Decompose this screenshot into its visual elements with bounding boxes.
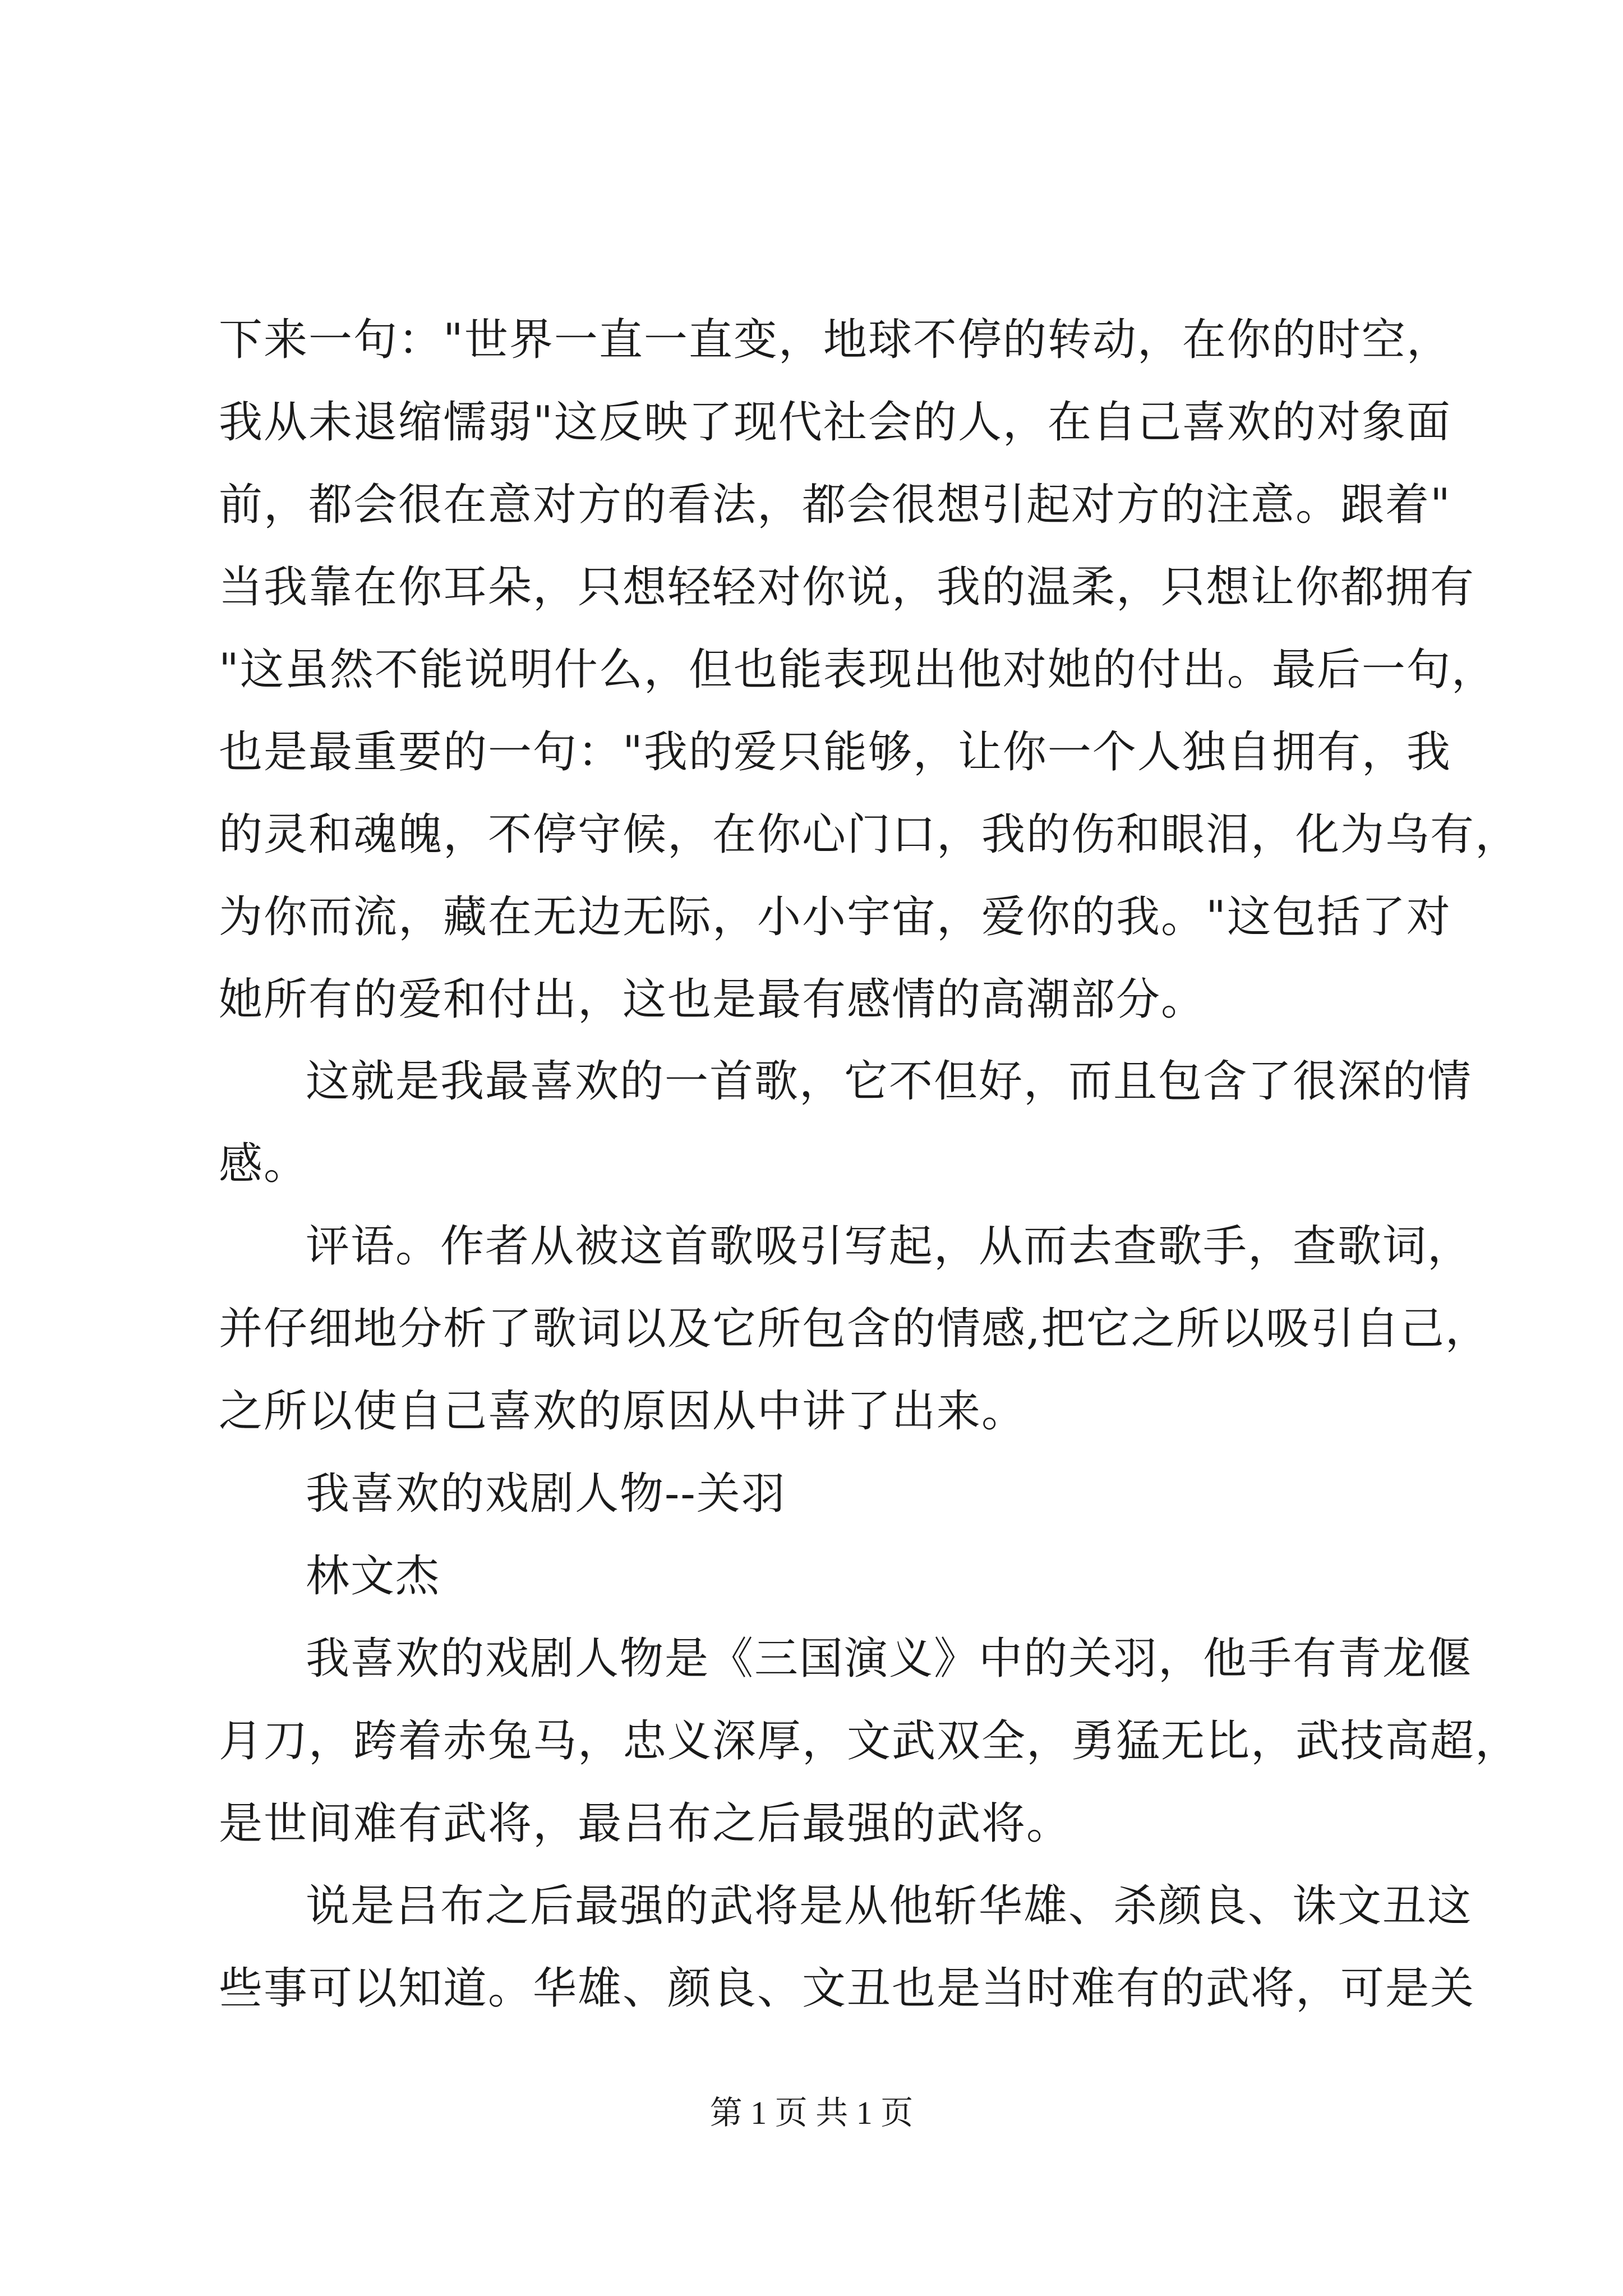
text-line: 前，都会很在意对方的看法，都会很想引起对方的注意。跟着" xyxy=(219,480,1451,530)
paragraph-first-line: 说是吕布之后最强的武将是从他斩华雄、杀颜良、诛文丑这 xyxy=(306,1881,1473,1931)
text-line: 并仔细地分析了歌词以及它所包含的情感,把它之所以吸引自己， xyxy=(219,1304,1490,1354)
paragraph-first-line: 这就是我最喜欢的一首歌，它不但好，而且包含了很深的情 xyxy=(306,1056,1473,1107)
text-line: 当我靠在你耳朵，只想轻轻对你说，我的温柔，只想让你都拥有 xyxy=(219,562,1476,613)
text-line: 下来一句："世界一直一直变，地球不停的转动，在你的时空， xyxy=(219,315,1451,365)
text-line: 之所以使自己喜欢的原因从中讲了出来。 xyxy=(219,1386,1027,1437)
text-line: 我从未退缩懦弱"这反映了现代社会的人，在自己喜欢的对象面 xyxy=(219,397,1451,448)
text-line: 的灵和魂魄，不停守候，在你心门口，我的伤和眼泪，化为乌有， xyxy=(219,809,1520,860)
text-line: 是世间难有武将，最吕布之后最强的武将。 xyxy=(219,1798,1072,1849)
paragraph-first-line: 评语。作者从被这首歌吸引写起，从而去查歌手，查歌词， xyxy=(306,1221,1473,1272)
text-line: 也是最重要的一句："我的爱只能够，让你一个人独自拥有，我 xyxy=(219,727,1451,777)
text-line: 月刀，跨着赤兔马，忠义深厚，文武双全，勇猛无比，武技高超， xyxy=(219,1716,1520,1766)
author-name: 林文杰 xyxy=(306,1551,441,1602)
text-line: 些事可以知道。华雄、颜良、文丑也是当时难有的武将，可是关 xyxy=(219,1963,1476,2014)
section-title: 我喜欢的戏剧人物--关羽 xyxy=(306,1469,786,1519)
text-line: 为你而流，藏在无边无际，小小宇宙，爱你的我。"这包括了对 xyxy=(219,892,1451,942)
paragraph-first-line: 我喜欢的戏剧人物是《三国演义》中的关羽，他手有青龙偃 xyxy=(306,1634,1473,1684)
text-line: "这虽然不能说明什么，但也能表现出他对她的付出。最后一句， xyxy=(219,645,1496,695)
text-line: 感。 xyxy=(219,1139,309,1189)
page-footer: 第 1 页 共 1 页 xyxy=(709,2095,914,2131)
text-line: 她所有的爱和付出，这也是最有感情的高潮部分。 xyxy=(219,974,1206,1025)
